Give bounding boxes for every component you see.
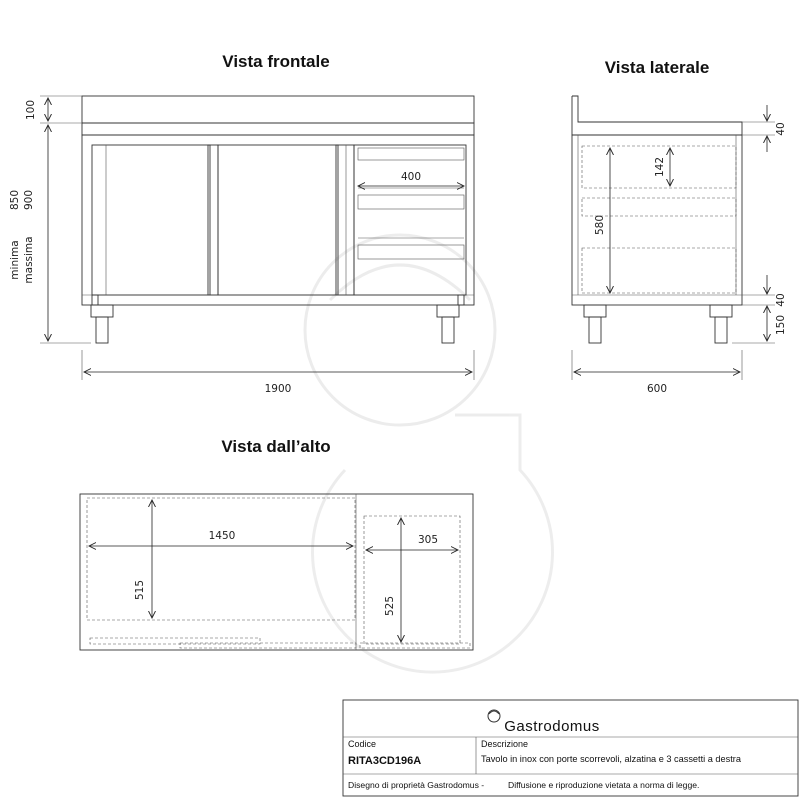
dim-side-top: 40 xyxy=(775,122,787,136)
side-drawer-3 xyxy=(582,248,736,293)
top-right-compartment xyxy=(364,516,460,644)
dim-min-value: 850 xyxy=(9,189,21,211)
side-view xyxy=(572,58,787,395)
top-view xyxy=(80,437,473,650)
brand-name: Gastrodomus xyxy=(504,718,600,735)
title-block xyxy=(343,700,798,796)
dim-total-depth: 600 xyxy=(646,383,668,395)
dim-max-value: 900 xyxy=(23,189,35,211)
front-drawer-1 xyxy=(358,148,464,160)
code-value: RITA3CD196A xyxy=(348,755,422,767)
front-worktop xyxy=(82,123,474,135)
dim-top-left-depth: 515 xyxy=(134,579,146,601)
side-view-title: Vista laterale xyxy=(604,58,710,77)
footer-ownership: Disegno di proprietà Gastrodomus - xyxy=(348,780,485,790)
front-backsplash xyxy=(82,96,474,123)
brand-logo-icon xyxy=(488,710,500,722)
front-view xyxy=(9,52,474,395)
front-body xyxy=(82,135,474,305)
front-left-sliding-door xyxy=(92,145,210,295)
side-drawer-2 xyxy=(582,198,736,216)
top-view-title: Vista dall’alto xyxy=(221,437,331,456)
dim-max-label: massima xyxy=(23,236,35,284)
dim-side-drawer-height: 142 xyxy=(654,156,666,178)
top-outline xyxy=(80,494,473,650)
dim-top-right-width: 305 xyxy=(417,534,439,546)
description-value: Tavolo in inox con porte scorrevoli, alzatina e 3 cassetti a destra xyxy=(481,754,741,764)
dim-backsplash-height: 100 xyxy=(25,99,37,121)
dim-side-inner-depth: 580 xyxy=(594,214,606,236)
top-left-compartment xyxy=(87,498,355,620)
front-foot-right xyxy=(437,305,459,317)
description-label: Descrizione xyxy=(481,739,529,749)
dim-min-label: minima xyxy=(9,240,21,280)
dim-side-feet: 150 xyxy=(775,314,787,336)
side-worktop xyxy=(572,96,742,135)
dim-top-left-width: 1450 xyxy=(208,530,236,542)
front-drawer-2 xyxy=(358,195,464,209)
dim-top-right-depth: 525 xyxy=(384,595,396,617)
footer-copyright: Diffusione e riproduzione vietata a norma di legge. xyxy=(508,780,700,790)
front-foot-left xyxy=(91,305,113,317)
dim-side-lower-gap: 40 xyxy=(775,293,787,307)
dim-drawer-width: 400 xyxy=(400,171,422,183)
front-view-title: Vista frontale xyxy=(222,52,330,71)
side-foot-back xyxy=(710,305,732,317)
watermark-logo xyxy=(305,235,553,672)
side-foot-front xyxy=(584,305,606,317)
front-right-sliding-door xyxy=(218,145,338,295)
dim-total-width: 1900 xyxy=(264,383,292,395)
code-label: Codice xyxy=(348,739,377,749)
